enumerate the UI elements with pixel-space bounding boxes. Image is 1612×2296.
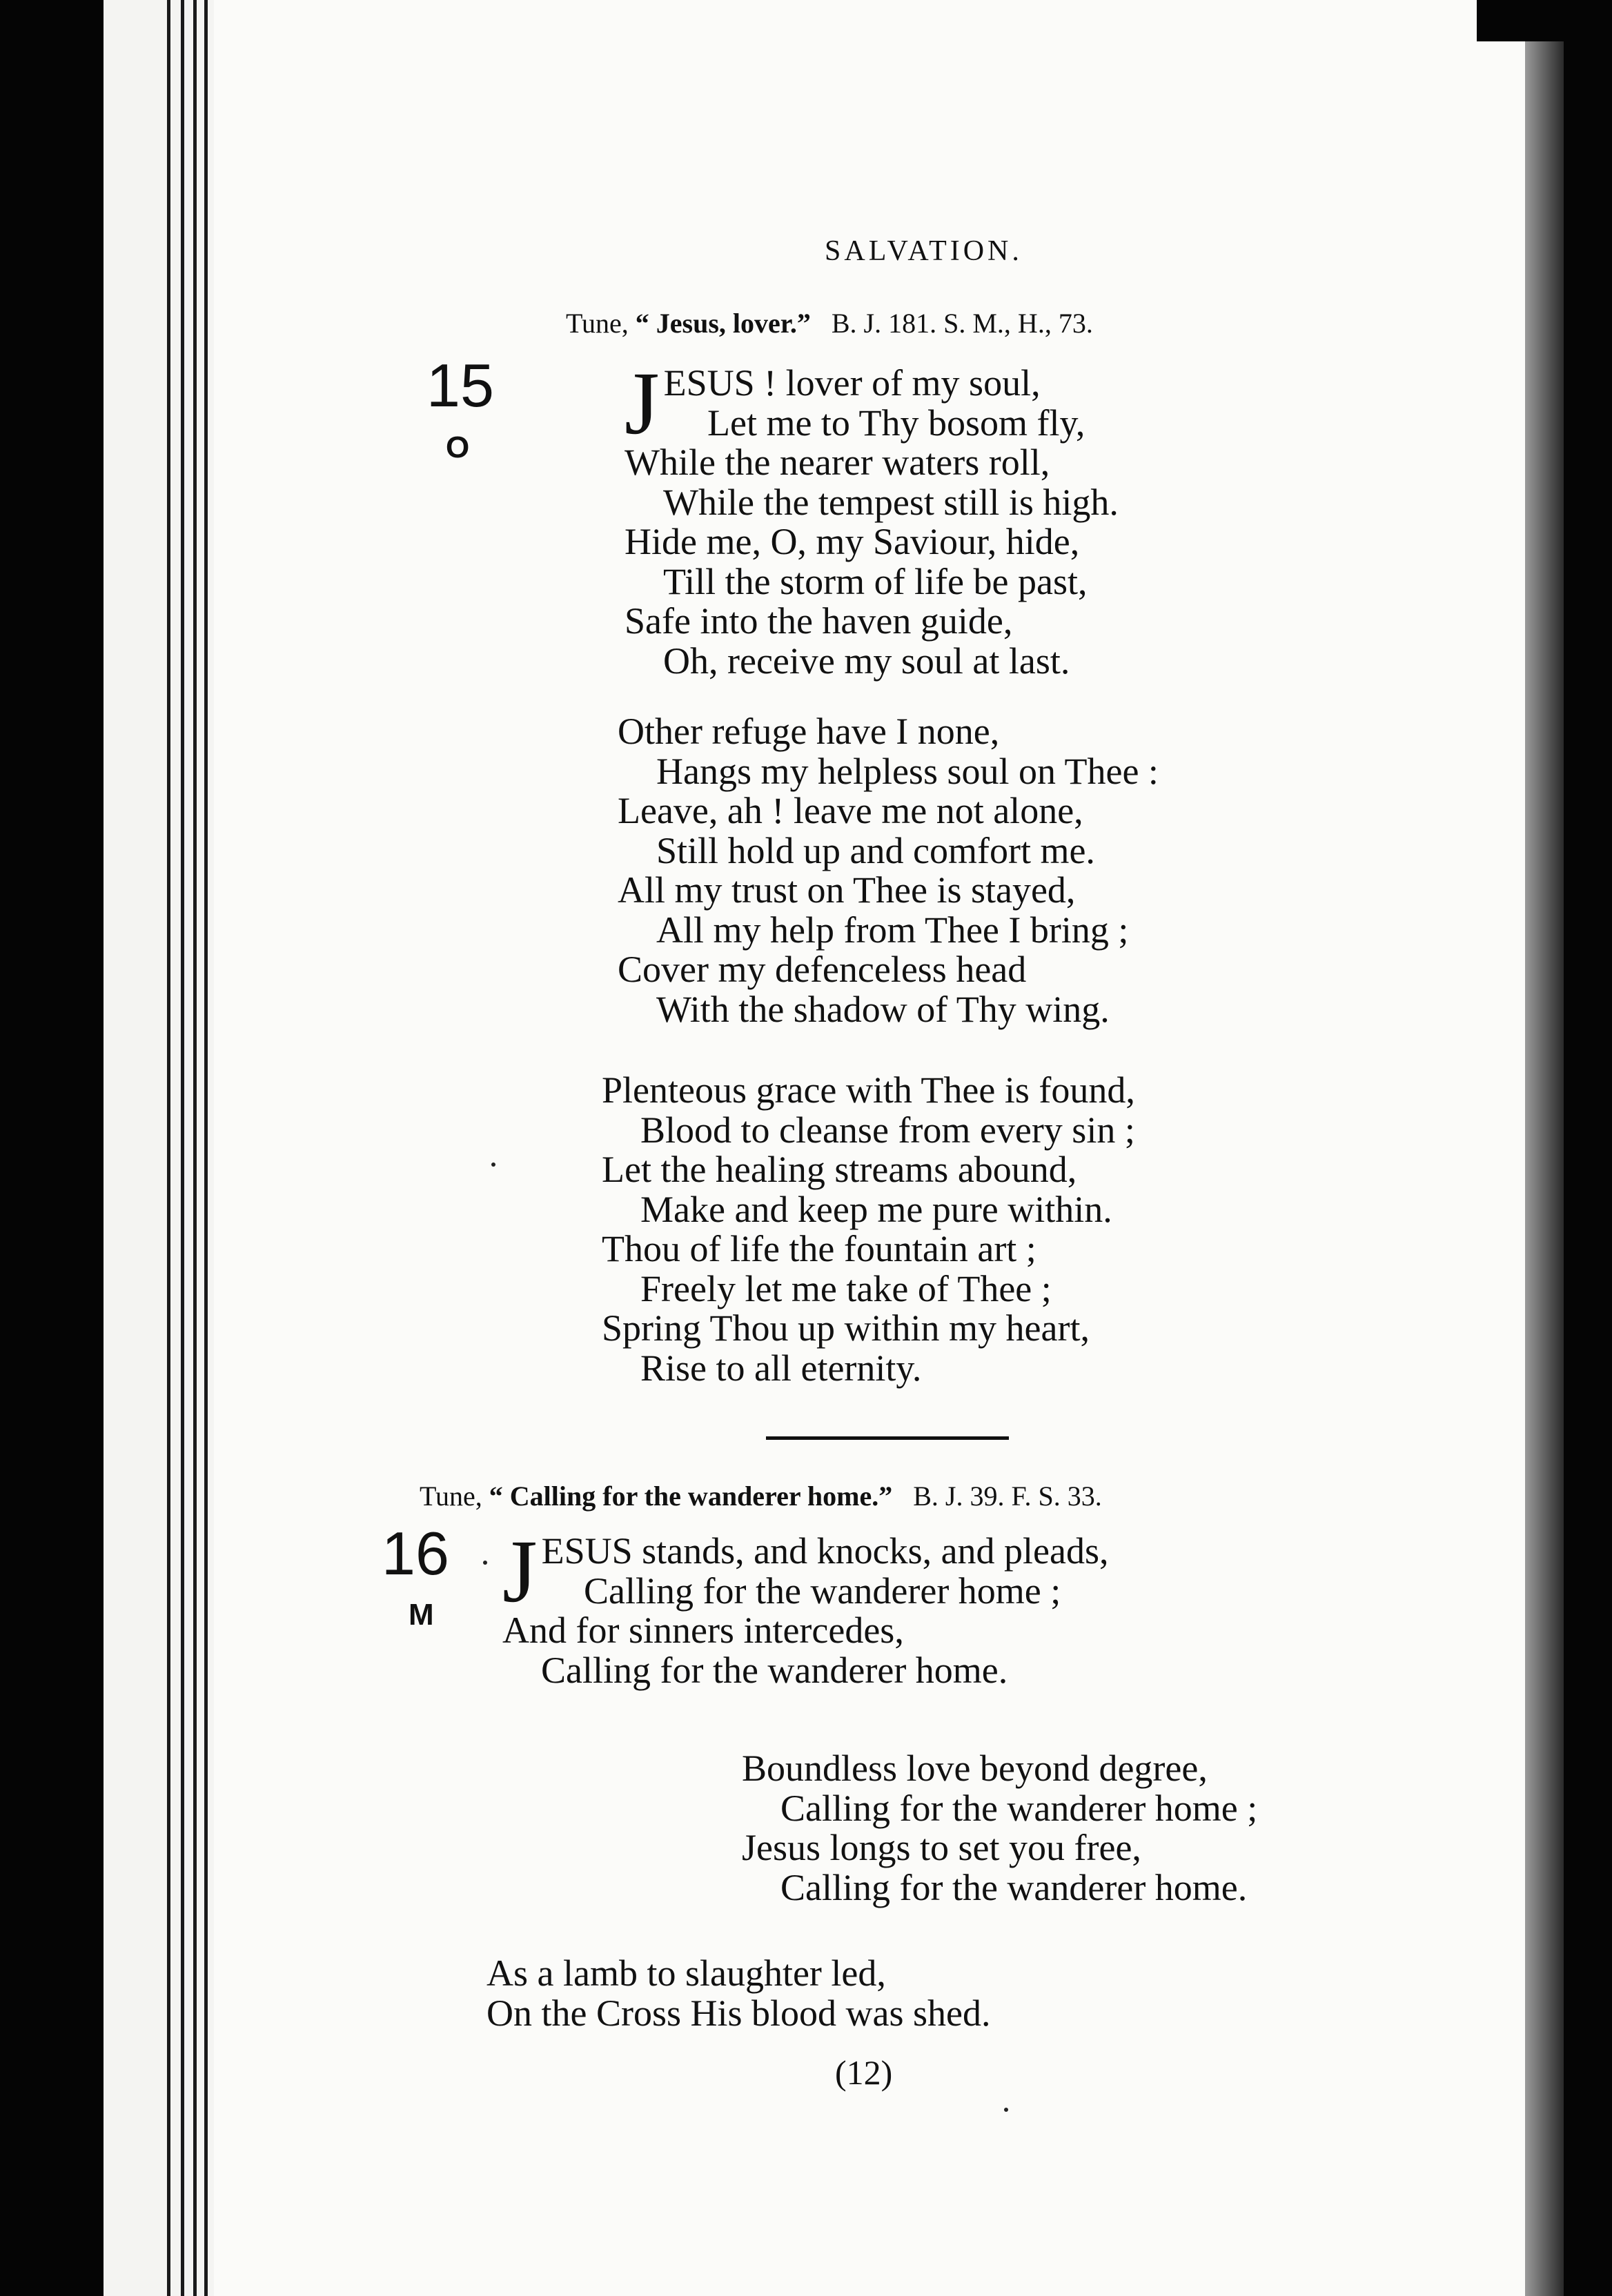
page-edge-line	[193, 0, 197, 2296]
tune-refs: B. J. 181. S. M., H., 73.	[831, 308, 1093, 339]
verse-line: Calling for the wanderer home.	[541, 1649, 1008, 1691]
verse-line: While the tempest still is high.	[663, 481, 1119, 523]
binding-shadow	[1525, 41, 1564, 2296]
verse-line: Let me to Thy bosom fly,	[707, 402, 1085, 444]
verse-line: Hide me, O, my Saviour, hide,	[625, 521, 1080, 562]
page-heading: SALVATION.	[825, 235, 1023, 267]
hymn-15-number: 15	[426, 351, 494, 419]
verse-line: Spring Thou up within my heart,	[602, 1307, 1090, 1349]
hymn-16-verse-3	[486, 1954, 990, 2033]
verse-line: Cover my defenceless head	[618, 949, 1027, 990]
tune-prefix: Tune,	[420, 1481, 482, 1512]
verse-line: And for sinners intercedes,	[502, 1610, 904, 1651]
tune-prefix: Tune,	[566, 308, 629, 339]
verse-line: Let the healing streams abound,	[602, 1149, 1077, 1190]
verse-line: Till the storm of life be past,	[663, 560, 1088, 602]
page-edge-line	[204, 0, 208, 2296]
verse-line: Boundless love beyond degree,	[742, 1748, 1208, 1789]
verse-line: Plenteous grace with Thee is found,	[602, 1069, 1135, 1111]
tune-name: “ Calling for the wanderer home.”	[489, 1481, 893, 1512]
verse-line: On the Cross His blood was shed.	[486, 1992, 991, 2034]
page-edge-line	[181, 0, 184, 2296]
verse-line: While the nearer waters roll,	[625, 442, 1050, 483]
page-number: (12)	[835, 2053, 893, 2092]
scan-right-border	[1564, 0, 1612, 2296]
verse-line: With the shadow of Thy wing.	[656, 988, 1110, 1030]
drop-cap: J	[502, 1522, 538, 1621]
hymn-16-number: 16	[382, 1519, 449, 1587]
scan-top-corner	[1477, 0, 1612, 41]
hymn-divider	[766, 1436, 1009, 1440]
hymn-16-verse-2	[742, 1749, 1257, 1908]
hymn-16-verse-1	[502, 1522, 1109, 1691]
verse-line: Freely let me take of Thee ;	[640, 1267, 1052, 1309]
verse-line: JESUS stands, and knocks, and pleads,	[502, 1522, 1109, 1621]
page-edge-line	[167, 0, 170, 2296]
verse-line: Hangs my helpless soul on Thee :	[656, 750, 1159, 792]
verse-line: Jesus longs to set you free,	[742, 1827, 1141, 1868]
verse-line: As a lamb to slaughter led,	[486, 1952, 886, 1994]
scan-speck	[491, 1162, 495, 1167]
hymn-15-mark: O	[446, 430, 470, 464]
verse-line: Other refuge have I none,	[618, 711, 1000, 752]
verse-line: Thou of life the fountain art ;	[602, 1228, 1036, 1269]
verse-line: Blood to cleanse from every sin ;	[640, 1109, 1135, 1151]
hymn-15-tune-line	[566, 307, 1093, 339]
verse-line: Oh, receive my soul at last.	[663, 640, 1070, 682]
hymn-15-verse-3	[602, 1071, 1135, 1388]
verse-line: Leave, ah ! leave me not alone,	[618, 790, 1083, 831]
hymn-15-verse-1	[625, 354, 1119, 682]
scan-left-border	[0, 0, 104, 2296]
scan-speck	[1004, 2108, 1008, 2112]
hymn-16-mark: M	[409, 1598, 434, 1632]
verse-line: Safe into the haven guide,	[625, 600, 1013, 642]
tune-refs: B. J. 39. F. S. 33.	[913, 1481, 1102, 1512]
verse-line: Still hold up and comfort me.	[656, 829, 1095, 871]
verse-line: JESUS ! lover of my soul,	[625, 354, 1041, 453]
book-page-edges	[104, 0, 214, 2296]
tune-name: “ Jesus, lover.”	[635, 308, 811, 339]
scan-speck	[483, 1561, 487, 1565]
verse-line: All my trust on Thee is stayed,	[618, 869, 1076, 911]
hymn-16-tune-line	[420, 1480, 1102, 1512]
verse-line: Calling for the wanderer home ;	[780, 1787, 1258, 1829]
verse-line: All my help from Thee I bring ;	[656, 909, 1129, 951]
hymn-15-verse-2	[618, 712, 1159, 1029]
verse-line: Rise to all eternity.	[640, 1347, 922, 1389]
verse-line: Calling for the wanderer home ;	[584, 1570, 1061, 1612]
verse-line: Calling for the wanderer home.	[780, 1866, 1248, 1908]
drop-cap: J	[625, 354, 660, 453]
verse-line: Make and keep me pure within.	[640, 1188, 1112, 1230]
